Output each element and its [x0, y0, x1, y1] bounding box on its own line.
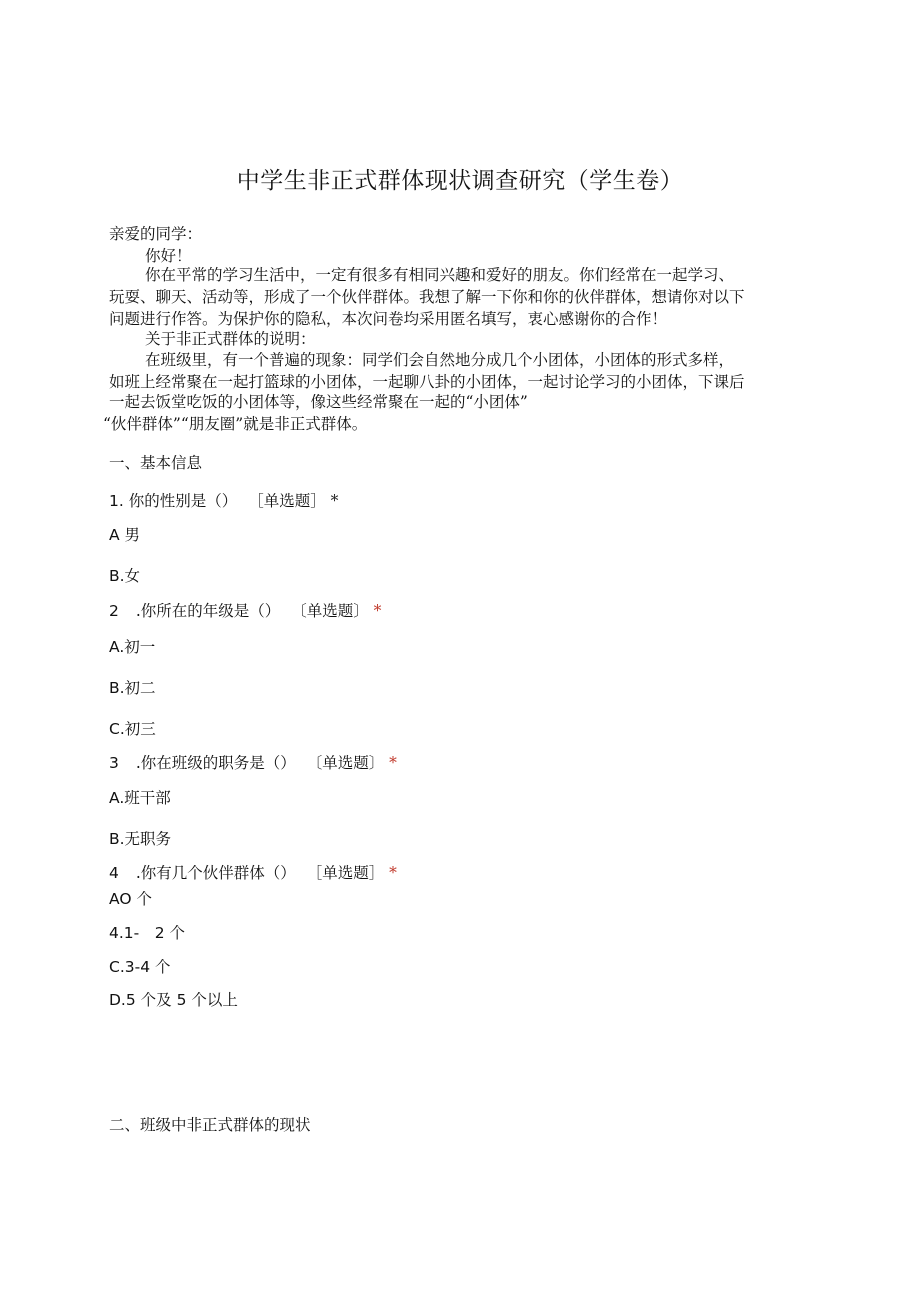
required-star: * [330, 492, 339, 510]
question-3 [109, 751, 397, 773]
required-star: * [389, 864, 397, 882]
required-star: * [389, 754, 397, 772]
option-q4-d[interactable]: D.5 个及 5 个以上 [109, 991, 238, 1009]
question-text: .你所在的年级是（） [135, 602, 281, 620]
document-title: 中学生非正式群体现状调查研究（学生卷） [236, 168, 684, 194]
question-number: 2 [109, 602, 119, 620]
question-text: 你的性别是（） [128, 492, 238, 510]
intro-paragraph-2-line-2: 如班上经常聚在一起打篮球的小团体，一起聊八卦的小团体，一起讨论学习的小团体，下课后 [109, 373, 745, 391]
option-q4-b[interactable]: 4.1- 2 个 [109, 924, 186, 942]
question-2 [109, 599, 381, 621]
section-heading-current-status: 二、班级中非正式群体的现状 [109, 1116, 311, 1134]
option-q4-c[interactable]: C.3-4 个 [109, 958, 171, 976]
intro-paragraph-2-line-3: 一起去饭堂吃饭的小团体等，像这些经常聚在一起的“小团体” [109, 393, 528, 411]
question-number: 4 [109, 864, 119, 882]
question-4 [109, 861, 397, 883]
intro-paragraph-1-line-3: 问题进行作答。为保护你的隐私，本次问卷均采用匿名填写，衷心感谢你的合作！ [109, 310, 668, 328]
greeting: 亲爱的同学： [109, 225, 203, 243]
required-star: * [373, 602, 382, 620]
option-q2-a[interactable]: A.初一 [109, 638, 156, 656]
option-q3-a[interactable]: A.班干部 [109, 789, 171, 807]
question-text: .你有几个伙伴群体（） [135, 864, 296, 882]
question-text: .你在班级的职务是（） [135, 754, 296, 772]
option-q2-c[interactable]: C.初三 [109, 720, 156, 738]
question-number: 1. [109, 492, 124, 510]
question-number: 3 [109, 754, 119, 772]
question-type: ［单选题］ [306, 864, 385, 882]
question-type: ［单选题］ [248, 492, 326, 510]
hello: 你好！ [145, 247, 192, 265]
question-type: 〔单选题〕 [306, 754, 385, 772]
intro-paragraph-2-line-1: 在班级里，有一个普遍的现象：同学们会自然地分成几个小团体，小团体的形式多样， [145, 351, 735, 369]
question-1 [109, 489, 338, 511]
intro-paragraph-1-line-2: 玩耍、聊天、活动等，形成了一个伙伴群体。我想了解一下你和你的伙伴群体，想请你对以下 [109, 288, 745, 306]
note-heading: 关于非正式群体的说明： [145, 330, 316, 348]
intro-paragraph-2-line-4: “伙伴群体”“朋友圈”就是非正式群体。 [103, 415, 368, 433]
option-q1-b[interactable]: B.女 [109, 567, 141, 585]
question-type: 〔单选题〕 [291, 602, 369, 620]
option-q1-a[interactable]: A 男 [109, 526, 141, 544]
option-q4-a[interactable]: AO 个 [109, 890, 152, 908]
section-heading-basic-info: 一、基本信息 [109, 454, 203, 472]
intro-paragraph-1-line-1: 你在平常的学习生活中，一定有很多有相同兴趣和爱好的朋友。你们经常在一起学习、 [145, 266, 735, 284]
option-q2-b[interactable]: B.初二 [109, 679, 156, 697]
option-q3-b[interactable]: B.无职务 [109, 830, 172, 848]
